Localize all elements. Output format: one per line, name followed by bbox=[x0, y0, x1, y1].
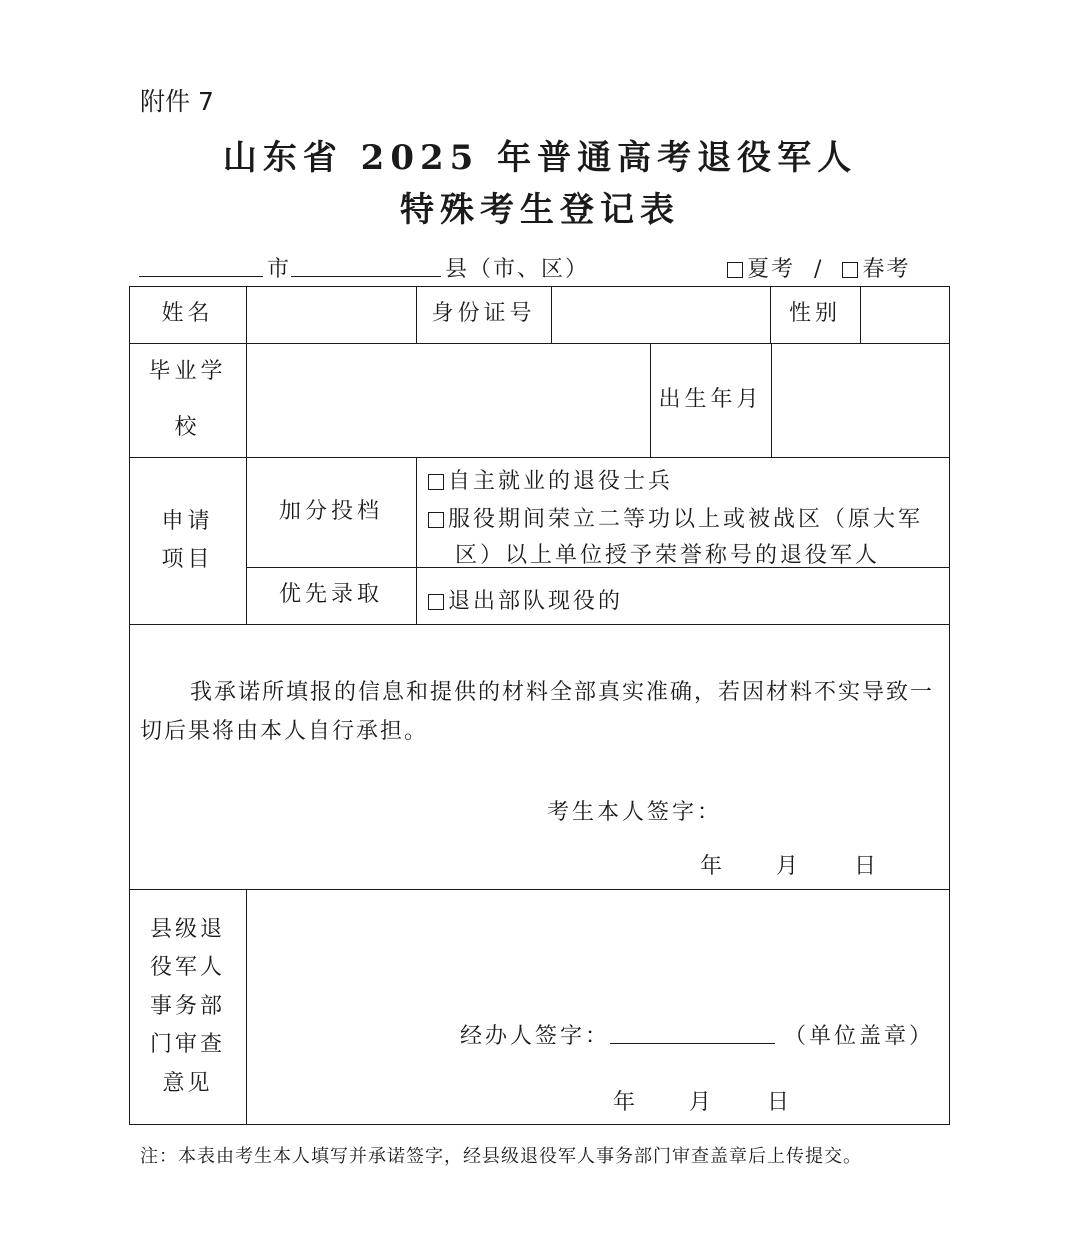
review-label-line: 县级退 bbox=[149, 916, 225, 942]
bonus-option-1-checkbox[interactable] bbox=[428, 474, 444, 490]
application-label-line1: 申请 bbox=[161, 508, 214, 534]
handler-signature-field[interactable] bbox=[610, 1043, 775, 1044]
summer-checkbox[interactable] bbox=[727, 262, 743, 278]
spring-label: 春考 bbox=[862, 257, 911, 282]
priority-option-text: 退出部队现役的 bbox=[448, 589, 624, 614]
bonus-points-label: 加分投档 bbox=[278, 498, 383, 524]
pledge-statement: 我承诺所填报的信息和提供的材料全部真实准确，若因材料不实导致一切后果将由本人自行承担。 bbox=[140, 680, 935, 744]
review-label-line: 门审查 bbox=[149, 1032, 225, 1058]
id-number-field[interactable] bbox=[552, 287, 770, 343]
bonus-option-2-checkbox[interactable] bbox=[428, 512, 444, 528]
summer-label: 夏考 bbox=[747, 257, 796, 282]
county-suffix: 县（市、区） bbox=[445, 257, 590, 282]
priority-option[interactable] bbox=[428, 584, 623, 615]
bonus-option-2-text-line2: 区）以上单位授予荣誉称号的退役军人 bbox=[455, 543, 881, 568]
exam-type-selector bbox=[727, 252, 910, 283]
pledge-date-month: 月 bbox=[776, 854, 802, 879]
bonus-option-1[interactable] bbox=[428, 464, 673, 495]
school-field[interactable] bbox=[247, 344, 650, 457]
attachment-number: 附件 7 bbox=[140, 87, 214, 116]
review-date-month: 月 bbox=[689, 1090, 715, 1115]
name-label: 姓名 bbox=[161, 301, 214, 327]
school-label-line2: 校 bbox=[174, 415, 201, 440]
school-label bbox=[129, 343, 246, 457]
priority-admission-label: 优先录取 bbox=[278, 582, 383, 608]
pledge-date-year: 年 bbox=[700, 854, 726, 879]
applicant-signature-label: 考生本人签字： bbox=[547, 800, 723, 825]
footnote: 注：本表由考生本人填写并承诺签字，经县级退役军人事务部门审查盖章后上传提交。 bbox=[140, 1146, 862, 1167]
gender-field[interactable] bbox=[861, 287, 949, 343]
review-date-day: 日 bbox=[767, 1090, 793, 1115]
name-field[interactable] bbox=[247, 287, 416, 343]
id-number-label: 身份证号 bbox=[431, 301, 536, 327]
review-label-line: 意见 bbox=[162, 1070, 213, 1096]
gender-label: 性别 bbox=[788, 301, 841, 327]
birth-date-field[interactable] bbox=[772, 344, 949, 457]
bonus-option-2[interactable] bbox=[428, 502, 923, 533]
handler-signature-label: 经办人签字： bbox=[460, 1024, 611, 1049]
spring-checkbox[interactable] bbox=[842, 262, 858, 278]
applicant-signature-field[interactable] bbox=[712, 790, 932, 826]
application-label-line2: 项目 bbox=[161, 546, 214, 572]
city-blank[interactable] bbox=[139, 276, 263, 277]
form-title-line2: 特殊考生登记表 bbox=[400, 190, 680, 230]
priority-option-checkbox[interactable] bbox=[428, 594, 444, 610]
form-title-line1: 山东省 2025 年普通高考退役军人 bbox=[222, 138, 858, 178]
birth-date-label: 出生年月 bbox=[658, 386, 763, 412]
row-divider bbox=[129, 889, 950, 890]
school-label-line1: 毕业学 bbox=[148, 359, 227, 384]
application-item-label bbox=[129, 457, 246, 624]
county-review-label bbox=[129, 889, 246, 1125]
col-divider bbox=[246, 889, 247, 1125]
city-suffix: 市 bbox=[267, 257, 292, 282]
unit-seal-label: （单位盖章） bbox=[784, 1024, 935, 1049]
col-divider bbox=[416, 457, 417, 624]
bonus-option-2-text-line1: 服役期间荣立二等功以上或被战区（原大军 bbox=[448, 507, 924, 532]
row-divider bbox=[129, 624, 950, 625]
pledge-date-day: 日 bbox=[854, 854, 880, 879]
county-blank[interactable] bbox=[291, 276, 441, 277]
review-date-year: 年 bbox=[613, 1090, 639, 1115]
review-label-line: 事务部 bbox=[149, 993, 225, 1019]
review-label-line: 役军人 bbox=[149, 955, 225, 981]
bonus-option-1-text: 自主就业的退役士兵 bbox=[448, 469, 674, 494]
exam-separator: / bbox=[814, 257, 824, 282]
